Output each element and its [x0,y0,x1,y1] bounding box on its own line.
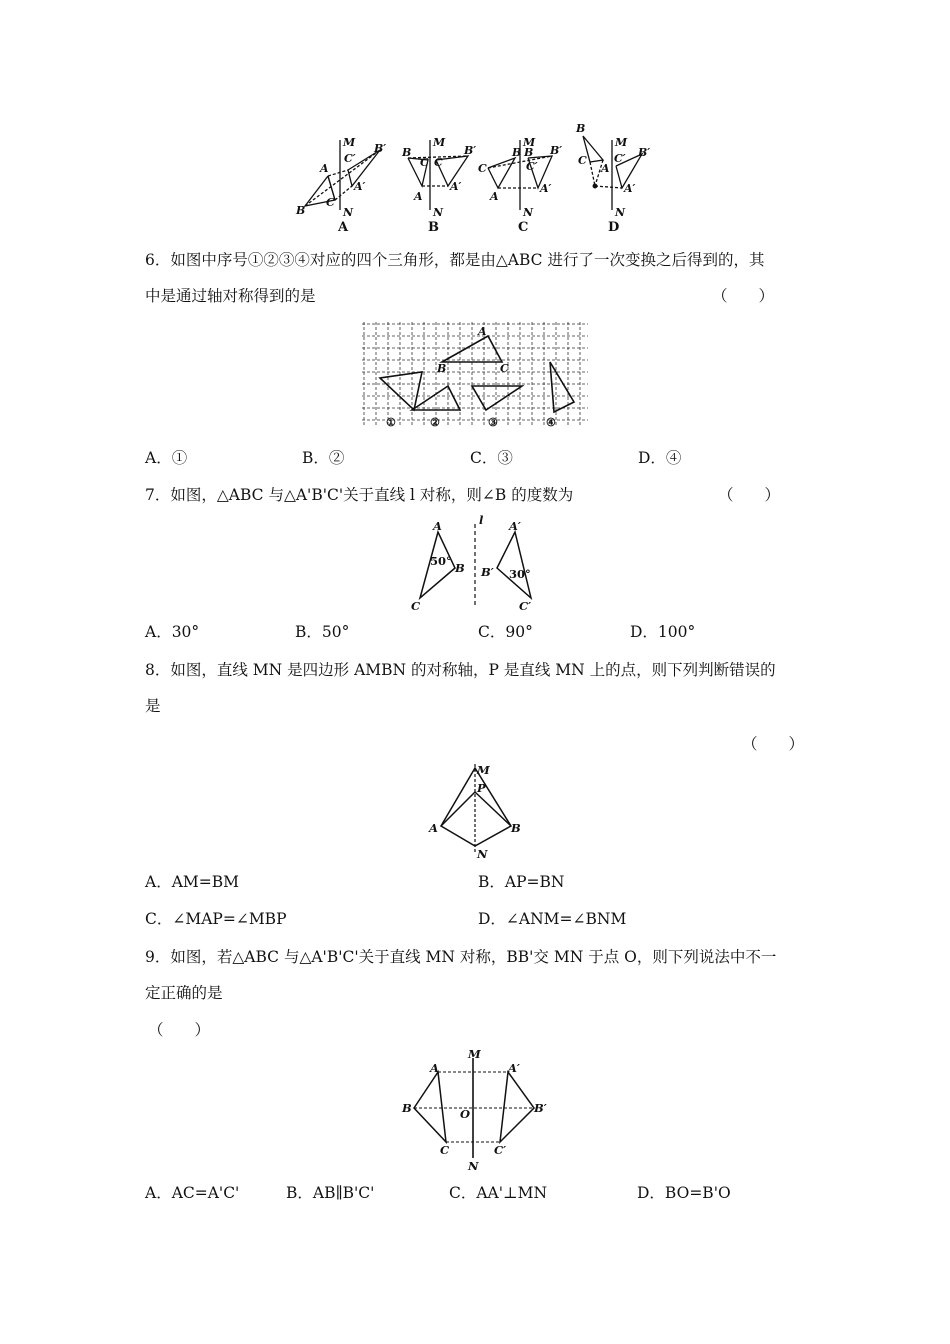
q7-angle-50: 50° [430,554,452,568]
q7-angle-30: 30° [509,567,531,581]
q7-option-a[interactable]: A．30° [145,623,200,641]
fig5-label-B-prime: B′ [464,144,477,157]
fig5-label-C: C [478,162,487,175]
fig5-option-letter: B [428,220,439,235]
fig5-label-M: M [615,136,628,149]
q7-answer-blank: （ ） [718,486,781,504]
fig5-label-A-prime: A′ [450,180,462,193]
q9-label-A: A [430,1061,439,1075]
fig5-label-C: C [420,156,429,169]
fig5-label-C: C [434,156,443,169]
q9-label-B-prime: B′ [534,1101,547,1115]
q8-label-M: M [477,763,490,777]
q6-label-2: ② [430,416,440,429]
q7-label-B-prime: B′ [481,565,494,579]
q7-stem-line1: 7．如图，△ABC 与△A'B'C'关于直线 l 对称，则∠B 的度数为 [145,486,574,504]
q7-label-C: C [411,599,421,613]
q9-option-c[interactable]: C．AA'⊥MN [449,1184,548,1202]
fig5-label-A: A [601,162,610,175]
q6-option-b[interactable]: B．② [302,449,345,467]
q8-label-A: A [429,821,438,835]
q8-label-N: N [477,847,488,861]
q9-label-C-prime: C′ [494,1143,507,1157]
fig5-label-A: A [490,190,499,203]
q9-label-N: N [468,1159,479,1173]
fig5-label-C-prime: C′ [614,152,626,165]
q6-label-1: ① [386,416,396,429]
q8-stem-line2: 是 [145,697,161,715]
fig5-label-C: C [326,196,335,209]
fig5-option-letter: C [518,220,529,235]
fig5-label-M: M [433,136,446,149]
q9-label-M: M [468,1047,481,1061]
q6-label-C: C [500,362,509,375]
q9-figure [398,1046,553,1174]
q9-label-C: C [440,1143,450,1157]
q7-label-A: A [433,519,442,533]
fig5-label-B-prime: B′ [374,142,387,155]
fig5-label-A: A [320,162,329,175]
q7-option-d[interactable]: D．100° [630,623,696,641]
q7-option-b[interactable]: B．50° [295,623,350,641]
q7-label-C-prime: C′ [519,599,532,613]
fig5-label-C: C [578,154,587,167]
q7-option-c[interactable]: C．90° [478,623,533,641]
q9-label-O: O [460,1107,471,1121]
fig5-option-letter: A [338,220,349,235]
q9-option-d[interactable]: D．BO=B'O [637,1184,731,1202]
fig5-label-A: A [414,190,423,203]
q7-label-l: l [479,513,484,527]
q6-grid-figure [362,322,588,430]
q8-option-d[interactable]: D．∠ANM=∠BNM [478,910,627,928]
fig5-label-N: N [343,206,354,219]
q6-answer-blank: （ ） [712,287,775,305]
q8-label-B: B [511,821,521,835]
q6-label-A: A [478,325,487,338]
q9-label-A-prime: A′ [508,1061,520,1075]
fig5-option-letter: D [608,220,620,235]
fig5-label-B: B [524,146,534,159]
q8-option-a[interactable]: A．AM=BM [145,873,240,891]
q8-stem-line1: 8．如图，直线 MN 是四边形 AMBN 的对称轴，P 是直线 MN 上的点，则下列判断错误的 [145,661,776,679]
fig5-label-M: M [343,136,356,149]
q6-label-B: B [437,362,447,375]
fig5-label-A-prime: A′ [624,182,636,195]
fig5-label-B: B [576,122,586,135]
fig5-label-B: B [296,204,306,217]
fig5-label-A-prime: A′ [354,180,366,193]
q9-stem-line1: 9．如图，若△ABC 与△A'B'C'关于直线 MN 对称，BB'交 MN 于点 O，则下列说法中不一 [145,948,777,966]
q6-option-d[interactable]: D．④ [638,449,682,467]
q8-label-P: P [477,781,486,795]
q5-figure-panels [290,118,670,236]
q6-label-3: ③ [488,416,498,429]
fig5-label-B-prime: B′ [638,146,651,159]
fig5-label-N: N [615,206,626,219]
q8-answer-blank: （ ） [742,735,805,753]
q6-option-a[interactable]: A．① [145,449,188,467]
q7-label-A-prime: A′ [509,519,521,533]
fig5-label-N: N [433,206,444,219]
fig5-label-B-prime: B′ [550,144,563,157]
fig5-label-B: B [402,146,412,159]
q8-option-b[interactable]: B．AP=BN [478,873,565,891]
q9-option-a[interactable]: A．AC=A'C' [145,1184,240,1202]
fig5-label-A-prime: A′ [540,182,552,195]
q6-option-c[interactable]: C．③ [470,449,513,467]
fig5-label-C-prime: C′ [526,160,538,173]
fig5-label-N: N [523,206,534,219]
q9-label-B: B [402,1101,412,1115]
q8-option-c[interactable]: C．∠MAP=∠MBP [145,910,287,928]
q6-stem-line1: 6．如图中序号①②③④对应的四个三角形，都是由△ABC 进行了一次变换之后得到的，其 [145,251,765,269]
q6-stem-line2: 中是通过轴对称得到的是 [145,287,316,305]
q9-option-b[interactable]: B．AB∥B'C' [286,1184,375,1202]
q7-figure [405,510,550,616]
q8-figure [425,762,525,862]
q7-label-B: B [455,561,465,575]
q9-answer-blank: （ ） [148,1021,211,1039]
fig5-label-B: B [512,146,522,159]
q9-stem-line2: 定正确的是 [145,984,223,1002]
fig5-label-C-prime: C′ [344,152,356,165]
q6-label-4: ④ [546,416,556,429]
fig5-label-M: M [523,136,536,149]
